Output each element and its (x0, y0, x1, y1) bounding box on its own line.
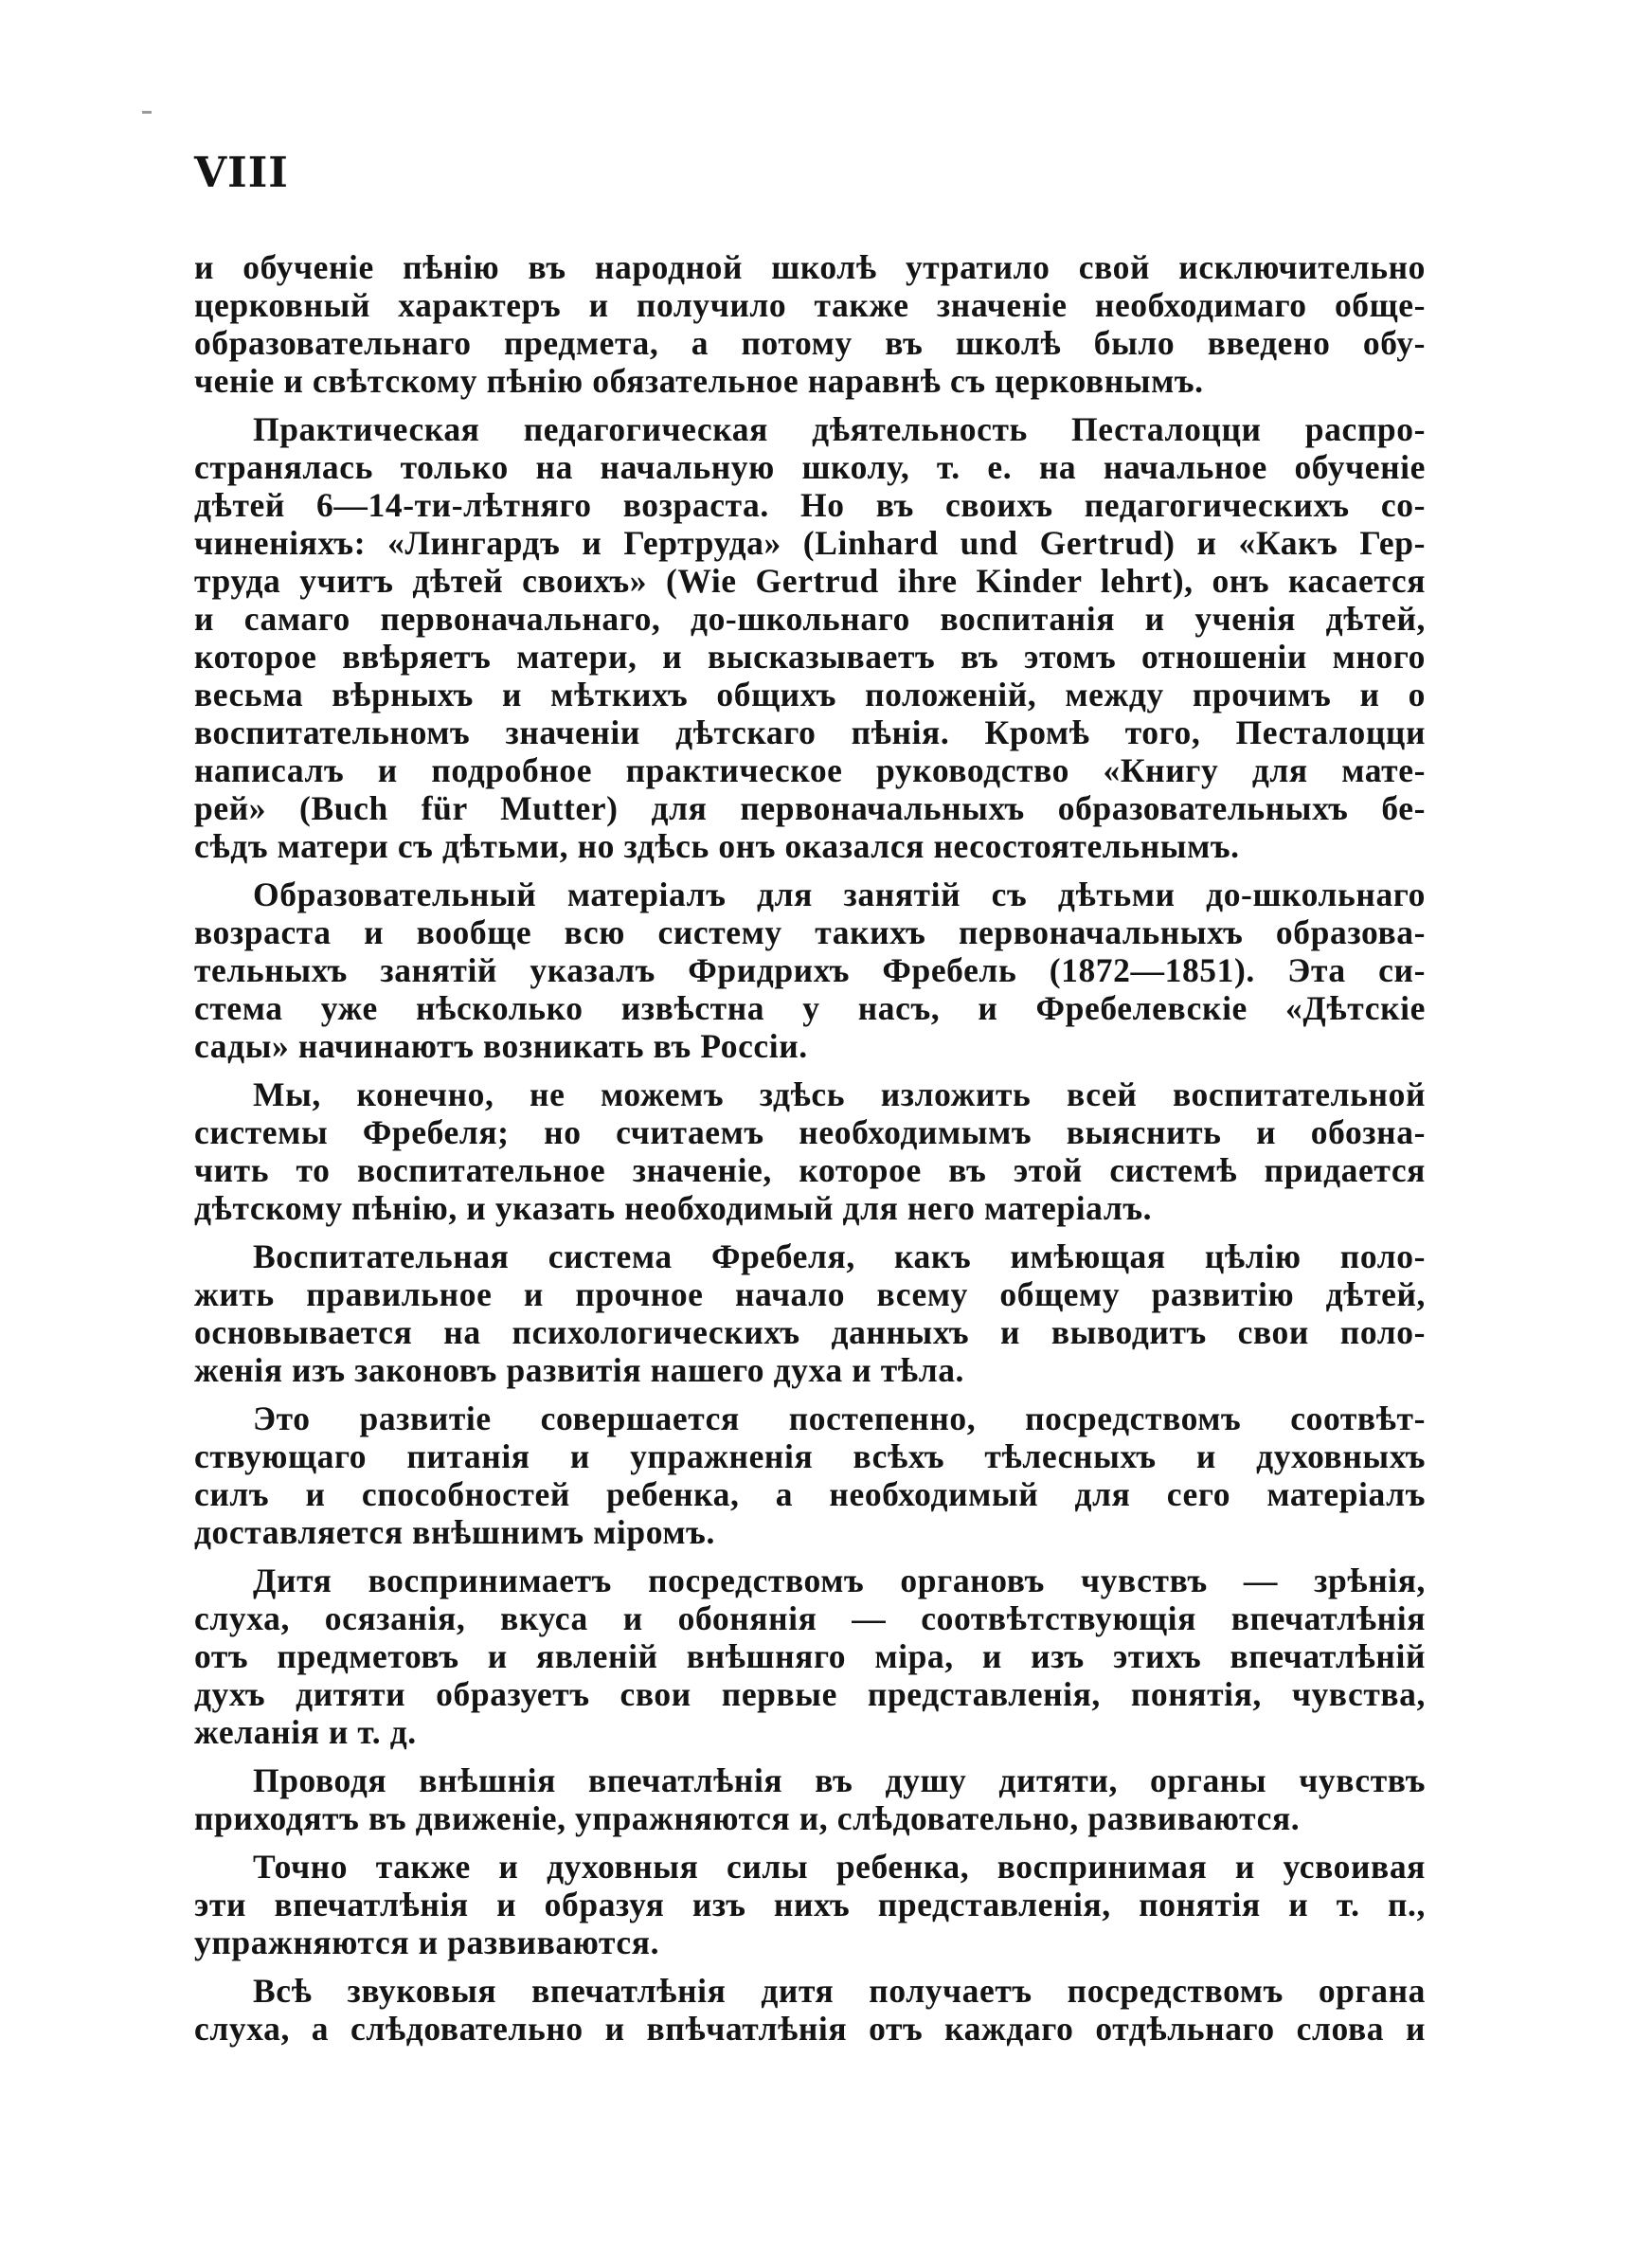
paragraph (194, 1562, 1426, 1751)
text-line: ствующаго питанія и упражненія всѣхъ тѣлесныхъ и духовныхъ (194, 1437, 1426, 1475)
paragraph (194, 1761, 1426, 1837)
text-line: Образовательный матеріалъ для занятій съ дѣтьми до-школьнаго (253, 876, 1426, 913)
text-line: эти впечатлѣнія и образуя изъ нихъ представленія, понятія и т. п., (194, 1886, 1426, 1923)
text-line: чиненіяхъ: «Лингардъ и Гертруда» (Linhard und Gertrud) и «Какъ Гер- (194, 524, 1426, 562)
text-line: чить то воспитательное значеніе, которое въ этой системѣ придается (194, 1151, 1426, 1189)
text-line: Это развитіе совершается постепенно, посредствомъ соотвѣт- (253, 1399, 1426, 1437)
text-line: странялась только на начальную школу, т. е. на начальное обученіе (194, 448, 1426, 486)
text-line: весьма вѣрныхъ и мѣткихъ общихъ положеній, между прочимъ и о (194, 676, 1426, 713)
text-line: упражняются и развиваются. (194, 1923, 660, 1961)
paragraph (194, 1075, 1426, 1227)
text-line: возраста и вообще всю систему такихъ первоначальныхъ образова- (194, 913, 1426, 951)
text-line: силъ и способностей ребенка, а необходимый для сего матеріалъ (194, 1475, 1426, 1513)
text-line: тельныхъ занятій указалъ Фридрихъ Фребель (1872—1851). Эта си- (194, 951, 1426, 989)
text-line: стема уже нѣсколько извѣстна у насъ, и Фребелевскіе «Дѣтскіе (194, 989, 1426, 1027)
paragraph (194, 1972, 1426, 2048)
text-line: церковный характеръ и получило также значеніе необходимаго обще- (194, 286, 1426, 324)
text-line: духъ дитяти образуетъ свои первые представленія, понятія, чувства, (194, 1675, 1426, 1713)
text-line: и обученіе пѣнію въ народной школѣ утратило свой исключительно (194, 248, 1426, 286)
text-line: дѣтей 6—14-ти-лѣтняго возраста. Но въ своихъ педагогическихъ со- (194, 486, 1426, 524)
text-line: воспитательномъ значеніи дѣтскаго пѣнія. Кромѣ того, Песталоцци (194, 713, 1426, 751)
text-line: основывается на психологическихъ данныхъ и выводитъ свои поло- (194, 1313, 1426, 1351)
page-number: VIII (194, 149, 289, 197)
paragraph (194, 1237, 1426, 1389)
text-line: Воспитательная система Фребеля, какъ имѣющая цѣлію поло- (253, 1237, 1426, 1275)
text-line: системы Фребеля; но считаемъ необходимымъ выяснить и обозна- (194, 1113, 1426, 1151)
paragraph (194, 876, 1426, 1065)
text-line: сѣдъ матери съ дѣтьми, но здѣсь онъ оказался несостоятельнымъ. (194, 827, 1240, 865)
text-line: Мы, конечно, не можемъ здѣсь изложить всей воспитательной (253, 1075, 1426, 1113)
body-text (194, 248, 1426, 2058)
text-line: труда учитъ дѣтей своихъ» (Wie Gertrud ihre Kinder lehrt), онъ касается (194, 562, 1426, 600)
text-line: Точно также и духовныя силы ребенка, воспринимая и усвоивая (253, 1848, 1426, 1886)
text-line: написалъ и подробное практическое руководство «Книгу для мате- (194, 751, 1426, 789)
text-line: слуха, а слѣдовательно и впѣчатлѣнія отъ каждаго отдѣльнаго слова и (194, 2010, 1426, 2048)
paragraph (194, 410, 1426, 865)
text-line: Проводя внѣшнія впечатлѣнія въ душу дитяти, органы чувствъ (253, 1761, 1426, 1799)
paragraph (194, 1848, 1426, 1961)
text-line: Практическая педагогическая дѣятельность Песталоцци распро- (253, 410, 1426, 448)
paragraph (194, 248, 1426, 400)
text-line: сады» начинаютъ возникать въ Россіи. (194, 1027, 808, 1065)
text-line: ченіе и свѣтскому пѣнію обязательное наравнѣ съ церковнымъ. (194, 362, 1204, 400)
text-line: жить правильное и прочное начало всему общему развитію дѣтей, (194, 1275, 1426, 1313)
text-line: отъ предметовъ и явленій внѣшняго міра, и изъ этихъ впечатлѣній (194, 1637, 1426, 1675)
scan-artifact-mark (142, 111, 152, 114)
text-line: дѣтскому пѣнію, и указать необходимый для него матеріалъ. (194, 1189, 1153, 1227)
text-line: образовательнаго предмета, а потому въ школѣ было введено обу- (194, 324, 1426, 362)
text-line: которое ввѣряетъ матери, и высказываетъ въ этомъ отношеніи много (194, 638, 1426, 676)
paragraph (194, 1399, 1426, 1551)
text-line: и самаго первоначальнаго, до-школьнаго воспитанія и ученія дѣтей, (194, 600, 1426, 638)
text-line: рей» (Buch für Mutter) для первоначальныхъ образовательныхъ бе- (194, 789, 1426, 827)
text-line: Дитя воспринимаетъ посредствомъ органовъ чувствъ — зрѣнія, (253, 1562, 1426, 1599)
text-line: доставляется внѣшнимъ міромъ. (194, 1513, 715, 1551)
text-line: желанія и т. д. (194, 1713, 417, 1751)
text-line: приходятъ въ движеніе, упражняются и, слѣдовательно, развиваются. (194, 1799, 1301, 1837)
text-line: слуха, осязанія, вкуса и обонянія — соотвѣтствующія впечатлѣнія (194, 1599, 1426, 1637)
text-line: женія изъ законовъ развитія нашего духа и тѣла. (194, 1351, 965, 1389)
text-line: Всѣ звуковыя впечатлѣнія дитя получаетъ посредствомъ органа (253, 1972, 1426, 2010)
